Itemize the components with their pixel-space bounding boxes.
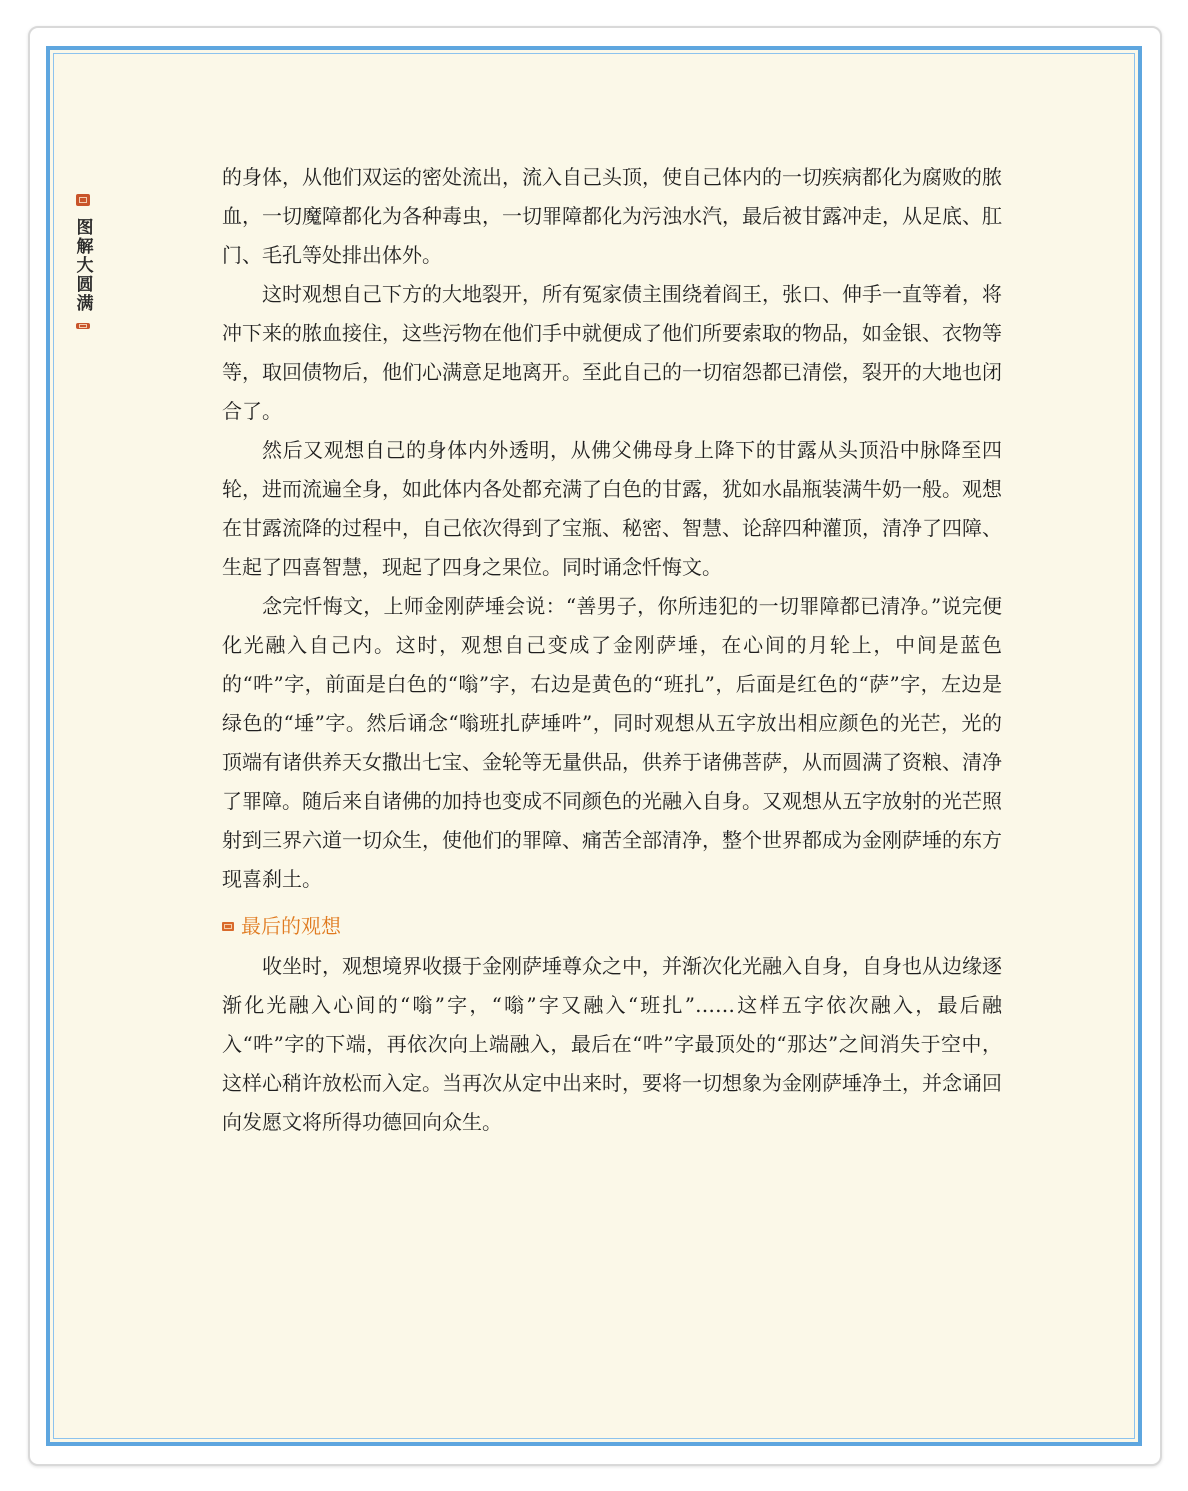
paragraph: 然后又观想自己的身体内外透明，从佛父佛母身上降下的甘露从头顶沿中脉降至四轮，进而流遍全身，如此体内各处都充满了白色的甘露，犹如水晶瓶装满牛奶一般。观想在甘露流降的过程中，自己依次得到了宝瓶、秘密、智慧、论辞四种灌顶，清净了四障、生起了四喜智慧，现起了四身之果位。同时诵念忏悔文。 — [222, 438, 1002, 579]
side-running-title — [72, 194, 94, 329]
seal-icon — [76, 323, 90, 329]
section-marker-icon — [222, 922, 234, 931]
section-heading-text: 最后的观想 — [241, 914, 341, 938]
section-heading — [222, 905, 1002, 947]
seal-icon — [76, 194, 90, 206]
page-body — [222, 158, 1002, 1142]
paragraph: 念完忏悔文，上师金刚萨埵会说：“善男子，你所违犯的一切罪障都已清净。”说完便化光融入自己内。这时，观想自己变成了金刚萨埵，在心间的月轮上，中间是蓝色的“吽”字，前面是白色的“嗡”字，右边是黄色的“班扎”，后面是红色的“萨”字，左边是绿色的“埵”字。然后诵念“嗡班扎萨埵吽”，同时观想从五字放出相应颜色的光芒，光的顶端有诸供养天女撒出七宝、金轮等无量供品，供养于诸佛菩萨，从而圆满了资粮、清净了罪障。随后来自诸佛的加持也变成不同颜色的光融入自身。又观想从五字放射的光芒照射到三界六道一切众生，使他们的罪障、痛苦全部清净，整个世界都成为金刚萨埵的东方现喜刹土。 — [222, 594, 1002, 891]
side-title-text: 图解大圆满 — [72, 218, 93, 313]
paragraph: 这时观想自己下方的大地裂开，所有冤家债主围绕着阎王，张口、伸手一直等着，将冲下来的脓血接住，这些污物在他们手中就便成了他们所要索取的物品，如金银、衣物等等，取回债物后，他们心满意足地离开。至此自己的一切宿怨都已清偿，裂开的大地也闭合了。 — [222, 282, 1002, 423]
paragraph: 的身体，从他们双运的密处流出，流入自己头顶，使自己体内的一切疾病都化为腐败的脓血，一切魔障都化为各种毒虫，一切罪障都化为污浊水汽，最后被甘露冲走，从足底、肛门、毛孔等处排出体外。 — [222, 165, 1002, 267]
paragraph: 收坐时，观想境界收摄于金刚萨埵尊众之中，并渐次化光融入自身，自身也从边缘逐渐化光融入心间的“嗡”字，“嗡”字又融入“班扎”……这样五字依次融入，最后融入“吽”字的下端，再依次向上端融入，最后在“吽”字最顶处的“那达”之间消失于空中，这样心稍许放松而入定。当再次从定中出来时，要将一切想象为金刚萨埵净土，并念诵回向发愿文将所得功德回向众生。 — [222, 954, 1002, 1134]
